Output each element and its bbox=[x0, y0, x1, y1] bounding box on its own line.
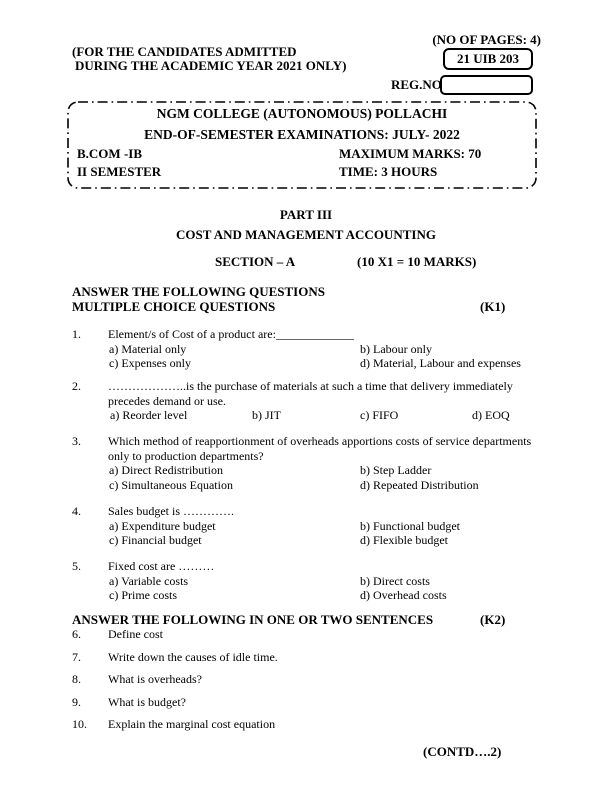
option-c: c) FIFO bbox=[360, 408, 399, 422]
mcq-question-2 bbox=[72, 379, 542, 423]
candidates-admitted-note bbox=[72, 45, 346, 73]
exam-title: END-OF-SEMESTER EXAMINATIONS: JULY- 2022 bbox=[144, 127, 460, 142]
question-number: 3. bbox=[72, 434, 81, 448]
question-text: Element/s of Cost of a product are:_____________ bbox=[108, 327, 354, 341]
option-b: b) JIT bbox=[252, 408, 281, 422]
regno-blank-box bbox=[440, 75, 533, 95]
time-allowed: TIME: 3 HOURS bbox=[339, 164, 438, 179]
paper-code-box: 21 UIB 203 bbox=[443, 48, 533, 70]
candidates-admitted-line2: DURING THE ACADEMIC YEAR 2021 ONLY) bbox=[75, 58, 347, 73]
page-count-note: (NO OF PAGES: 4) bbox=[432, 32, 541, 47]
mcq-instruction-heading: ANSWER THE FOLLOWING QUESTIONS bbox=[72, 284, 325, 299]
question-text-line2: only to production departments? bbox=[108, 448, 264, 463]
regno-label: REG.NO bbox=[391, 77, 442, 92]
question-text: Fixed cost are ……… bbox=[108, 559, 215, 573]
option-c: c) Prime costs bbox=[109, 588, 177, 602]
mcq-question-4 bbox=[72, 504, 542, 548]
mcq-type-heading: MULTIPLE CHOICE QUESTIONS bbox=[72, 299, 276, 314]
question-text: Explain the marginal cost equation bbox=[108, 717, 276, 731]
question-number: 5. bbox=[72, 559, 81, 573]
option-c: c) Simultaneous Equation bbox=[109, 477, 233, 492]
question-text-line2: precedes demand or use. bbox=[108, 393, 226, 408]
option-d: d) Flexible budget bbox=[360, 533, 448, 547]
question-number: 4. bbox=[72, 504, 81, 518]
question-text: What is overheads? bbox=[108, 672, 202, 686]
short-answer-heading: ANSWER THE FOLLOWING IN ONE OR TWO SENTENCES bbox=[72, 612, 434, 627]
mcq-question-5 bbox=[72, 559, 542, 603]
mcq-question-3 bbox=[72, 434, 542, 492]
option-b: b) Functional budget bbox=[360, 518, 460, 533]
k2-level-badge: (K2) bbox=[480, 612, 506, 627]
option-a: a) Reorder level bbox=[110, 408, 188, 422]
question-number: 10. bbox=[72, 717, 87, 731]
option-d: d) Material, Labour and expenses bbox=[360, 356, 521, 370]
semester: II SEMESTER bbox=[77, 164, 162, 179]
question-text: Sales budget is …………. bbox=[108, 504, 234, 518]
section-marks: (10 X1 = 10 MARKS) bbox=[357, 254, 477, 269]
option-d: d) EOQ bbox=[472, 408, 510, 422]
continued-note: (CONTD….2) bbox=[423, 744, 502, 759]
option-c: c) Expenses only bbox=[109, 356, 191, 370]
option-b: b) Labour only bbox=[360, 341, 432, 356]
option-a: a) Variable costs bbox=[109, 573, 189, 588]
option-a: a) Direct Redistribution bbox=[109, 463, 223, 477]
short-question-7 bbox=[72, 650, 542, 665]
exam-header-box bbox=[67, 101, 537, 189]
short-question-6 bbox=[72, 627, 542, 642]
question-text: Write down the causes of idle time. bbox=[108, 650, 278, 664]
question-number: 2. bbox=[72, 379, 81, 393]
short-question-10 bbox=[72, 717, 542, 732]
question-number: 6. bbox=[72, 627, 81, 641]
part-title: PART III bbox=[279, 207, 333, 222]
option-d: d) Overhead costs bbox=[360, 588, 447, 602]
short-question-8 bbox=[72, 672, 542, 687]
question-text: Define cost bbox=[108, 627, 163, 641]
option-c: c) Financial budget bbox=[109, 533, 202, 547]
subject-title: COST AND MANAGEMENT ACCOUNTING bbox=[176, 227, 436, 242]
k1-level-badge: (K1) bbox=[480, 299, 506, 314]
course-name: B.COM -IB bbox=[77, 146, 142, 161]
maximum-marks: MAXIMUM MARKS: 70 bbox=[339, 146, 482, 161]
mcq-question-1 bbox=[72, 327, 542, 371]
question-number: 8. bbox=[72, 672, 81, 686]
option-b: b) Direct costs bbox=[360, 573, 430, 588]
question-number: 9. bbox=[72, 695, 81, 709]
option-a: a) Material only bbox=[109, 341, 187, 356]
option-a: a) Expenditure budget bbox=[109, 518, 216, 533]
question-text-line1: ………………..is the purchase of materials at such a time that delivery immediately bbox=[108, 379, 513, 393]
college-name: NGM COLLEGE (AUTONOMOUS) POLLACHI bbox=[156, 106, 448, 121]
question-text: What is budget? bbox=[108, 695, 186, 709]
option-b: b) Step Ladder bbox=[360, 463, 432, 477]
short-question-9 bbox=[72, 695, 542, 710]
candidates-admitted-line1: (FOR THE CANDIDATES ADMITTED bbox=[72, 44, 297, 59]
question-number: 7. bbox=[72, 650, 81, 664]
section-heading: SECTION – A bbox=[215, 254, 296, 269]
question-text-line1: Which method of reapportionment of overheads apportions costs of service departments bbox=[108, 434, 532, 448]
question-number: 1. bbox=[72, 327, 81, 341]
option-d: d) Repeated Distribution bbox=[360, 477, 479, 492]
